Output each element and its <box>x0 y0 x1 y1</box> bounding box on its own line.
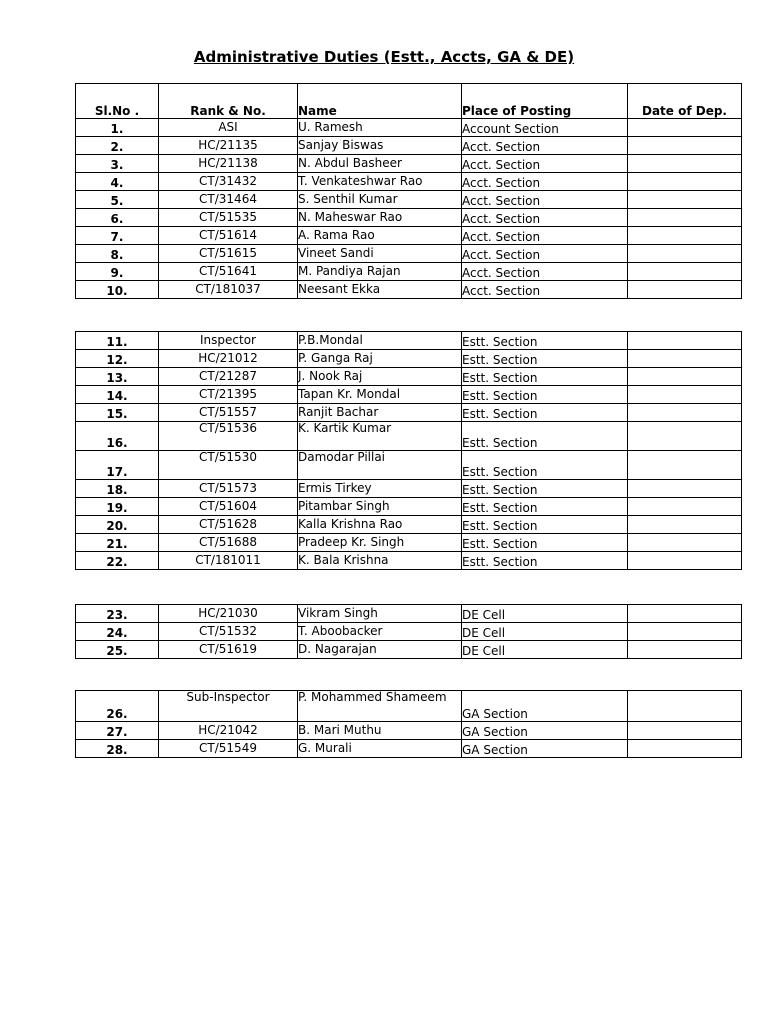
sl-no-cell: 9. <box>76 263 159 281</box>
name-cell: Pitambar Singh <box>298 498 462 516</box>
date-cell <box>628 137 742 155</box>
sl-no-cell: 24. <box>76 623 159 641</box>
table-row <box>76 209 742 227</box>
header-date: Date of Dep. <box>628 84 742 119</box>
place-cell: Estt. Section <box>462 332 628 350</box>
date-cell <box>628 227 742 245</box>
date-cell <box>628 623 742 641</box>
table-row <box>76 691 742 722</box>
rank-cell: Inspector <box>159 332 298 350</box>
date-cell <box>628 209 742 227</box>
place-cell: Acct. Section <box>462 173 628 191</box>
name-cell: N. Abdul Basheer <box>298 155 462 173</box>
establishment-rows <box>76 332 742 570</box>
rank-cell: HC/21138 <box>159 155 298 173</box>
name-cell: K. Kartik Kumar <box>298 422 462 451</box>
place-cell: Estt. Section <box>462 451 628 480</box>
name-cell: A. Rama Rao <box>298 227 462 245</box>
header-row <box>76 84 742 119</box>
sl-no-cell: 26. <box>76 691 159 722</box>
table-row <box>76 422 742 451</box>
rank-cell: CT/51615 <box>159 245 298 263</box>
date-cell <box>628 722 742 740</box>
table-row <box>76 155 742 173</box>
sl-no-cell: 23. <box>76 605 159 623</box>
table-row <box>76 119 742 137</box>
date-cell <box>628 386 742 404</box>
table-row <box>76 605 742 623</box>
ga-section-table <box>75 690 742 758</box>
de-cell-rows <box>76 605 742 659</box>
rank-cell: CT/51536 <box>159 422 298 451</box>
date-cell <box>628 191 742 209</box>
table-row <box>76 137 742 155</box>
rank-cell: HC/21030 <box>159 605 298 623</box>
rank-cell: CT/51573 <box>159 480 298 498</box>
rank-cell: CT/31464 <box>159 191 298 209</box>
table-row <box>76 623 742 641</box>
rank-cell: CT/51614 <box>159 227 298 245</box>
place-cell: Acct. Section <box>462 209 628 227</box>
establishment-table <box>75 331 742 570</box>
place-cell: Estt. Section <box>462 404 628 422</box>
rank-cell: CT/51619 <box>159 641 298 659</box>
rank-cell: CT/51530 <box>159 451 298 480</box>
place-cell: Estt. Section <box>462 534 628 552</box>
place-cell: Estt. Section <box>462 498 628 516</box>
rank-cell: CT/51535 <box>159 209 298 227</box>
sl-no-cell: 2. <box>76 137 159 155</box>
sl-no-cell: 7. <box>76 227 159 245</box>
header-rank: Rank & No. <box>159 84 298 119</box>
sl-no-cell: 25. <box>76 641 159 659</box>
sl-no-cell: 22. <box>76 552 159 570</box>
table-row <box>76 740 742 758</box>
place-cell: Estt. Section <box>462 480 628 498</box>
name-cell: Vikram Singh <box>298 605 462 623</box>
table-row <box>76 191 742 209</box>
date-cell <box>628 451 742 480</box>
date-cell <box>628 641 742 659</box>
place-cell: Acct. Section <box>462 245 628 263</box>
date-cell <box>628 740 742 758</box>
table-row <box>76 404 742 422</box>
sl-no-cell: 8. <box>76 245 159 263</box>
rank-cell: HC/21135 <box>159 137 298 155</box>
name-cell: Damodar Pillai <box>298 451 462 480</box>
sl-no-cell: 6. <box>76 209 159 227</box>
name-cell: N. Maheswar Rao <box>298 209 462 227</box>
sl-no-cell: 27. <box>76 722 159 740</box>
sl-no-cell: 17. <box>76 451 159 480</box>
sl-no-cell: 10. <box>76 281 159 299</box>
name-cell: T. Venkateshwar Rao <box>298 173 462 191</box>
date-cell <box>628 155 742 173</box>
sl-no-cell: 19. <box>76 498 159 516</box>
rank-cell: ASI <box>159 119 298 137</box>
table-row <box>76 451 742 480</box>
place-cell: Acct. Section <box>462 137 628 155</box>
sl-no-cell: 1. <box>76 119 159 137</box>
name-cell: B. Mari Muthu <box>298 722 462 740</box>
rank-cell: CT/21395 <box>159 386 298 404</box>
rank-cell: HC/21042 <box>159 722 298 740</box>
sl-no-cell: 20. <box>76 516 159 534</box>
date-cell <box>628 281 742 299</box>
name-cell: D. Nagarajan <box>298 641 462 659</box>
date-cell <box>628 516 742 534</box>
ga-section-rows <box>76 691 742 758</box>
place-cell: GA Section <box>462 691 628 722</box>
table-row <box>76 480 742 498</box>
rank-cell: CT/21287 <box>159 368 298 386</box>
sl-no-cell: 28. <box>76 740 159 758</box>
name-cell: J. Nook Raj <box>298 368 462 386</box>
sl-no-cell: 11. <box>76 332 159 350</box>
name-cell: P.B.Mondal <box>298 332 462 350</box>
sl-no-cell: 15. <box>76 404 159 422</box>
place-cell: Acct. Section <box>462 281 628 299</box>
place-cell: GA Section <box>462 740 628 758</box>
date-cell <box>628 263 742 281</box>
place-cell: Acct. Section <box>462 155 628 173</box>
place-cell: DE Cell <box>462 605 628 623</box>
rank-cell: CT/51557 <box>159 404 298 422</box>
date-cell <box>628 605 742 623</box>
name-cell: Kalla Krishna Rao <box>298 516 462 534</box>
table-row <box>76 534 742 552</box>
table-row <box>76 552 742 570</box>
rank-cell: CT/31432 <box>159 173 298 191</box>
name-cell: S. Senthil Kumar <box>298 191 462 209</box>
sl-no-cell: 16. <box>76 422 159 451</box>
rank-cell: CT/51532 <box>159 623 298 641</box>
table-row <box>76 498 742 516</box>
place-cell: DE Cell <box>462 623 628 641</box>
header-name: Name <box>298 84 462 119</box>
name-cell: Ranjit Bachar <box>298 404 462 422</box>
place-cell: DE Cell <box>462 641 628 659</box>
rank-cell: CT/51604 <box>159 498 298 516</box>
sl-no-cell: 18. <box>76 480 159 498</box>
table-row <box>76 245 742 263</box>
name-cell: Sanjay Biswas <box>298 137 462 155</box>
name-cell: P. Mohammed Shameem <box>298 691 462 722</box>
date-cell <box>628 350 742 368</box>
sl-no-cell: 5. <box>76 191 159 209</box>
de-cell-table <box>75 604 742 659</box>
name-cell: T. Aboobacker <box>298 623 462 641</box>
date-cell <box>628 691 742 722</box>
date-cell <box>628 332 742 350</box>
date-cell <box>628 404 742 422</box>
date-cell <box>628 119 742 137</box>
accounts-table <box>75 83 742 299</box>
place-cell: Acct. Section <box>462 227 628 245</box>
place-cell: Estt. Section <box>462 552 628 570</box>
table-row <box>76 368 742 386</box>
place-cell: GA Section <box>462 722 628 740</box>
accounts-rows <box>76 119 742 299</box>
date-cell <box>628 480 742 498</box>
place-cell: Account Section <box>462 119 628 137</box>
name-cell: G. Murali <box>298 740 462 758</box>
date-cell <box>628 173 742 191</box>
name-cell: U. Ramesh <box>298 119 462 137</box>
date-cell <box>628 498 742 516</box>
table-row <box>76 350 742 368</box>
sl-no-cell: 4. <box>76 173 159 191</box>
rank-cell: CT/51549 <box>159 740 298 758</box>
place-cell: Estt. Section <box>462 350 628 368</box>
name-cell: P. Ganga Raj <box>298 350 462 368</box>
name-cell: Ermis Tirkey <box>298 480 462 498</box>
header-sl-no: Sl.No . <box>76 84 159 119</box>
place-cell: Estt. Section <box>462 516 628 534</box>
name-cell: Tapan Kr. Mondal <box>298 386 462 404</box>
table-row <box>76 263 742 281</box>
place-cell: Estt. Section <box>462 386 628 404</box>
name-cell: Pradeep Kr. Singh <box>298 534 462 552</box>
table-row <box>76 227 742 245</box>
header-place: Place of Posting <box>462 84 628 119</box>
date-cell <box>628 422 742 451</box>
sl-no-cell: 13. <box>76 368 159 386</box>
sl-no-cell: 14. <box>76 386 159 404</box>
sl-no-cell: 12. <box>76 350 159 368</box>
date-cell <box>628 368 742 386</box>
date-cell <box>628 534 742 552</box>
rank-cell: CT/51688 <box>159 534 298 552</box>
table-row <box>76 516 742 534</box>
date-cell <box>628 245 742 263</box>
table-row <box>76 722 742 740</box>
document-title: Administrative Duties (Estt., Accts, GA & DE) <box>193 48 575 66</box>
place-cell: Acct. Section <box>462 191 628 209</box>
date-cell <box>628 552 742 570</box>
name-cell: Vineet Sandi <box>298 245 462 263</box>
name-cell: Neesant Ekka <box>298 281 462 299</box>
place-cell: Acct. Section <box>462 263 628 281</box>
rank-cell: CT/181037 <box>159 281 298 299</box>
table-row <box>76 386 742 404</box>
table-row <box>76 173 742 191</box>
table-row <box>76 281 742 299</box>
table-row <box>76 332 742 350</box>
name-cell: M. Pandiya Rajan <box>298 263 462 281</box>
rank-cell: Sub-Inspector <box>159 691 298 722</box>
name-cell: K. Bala Krishna <box>298 552 462 570</box>
rank-cell: HC/21012 <box>159 350 298 368</box>
rank-cell: CT/51628 <box>159 516 298 534</box>
place-cell: Estt. Section <box>462 368 628 386</box>
sl-no-cell: 3. <box>76 155 159 173</box>
table-row <box>76 641 742 659</box>
place-cell: Estt. Section <box>462 422 628 451</box>
rank-cell: CT/181011 <box>159 552 298 570</box>
sl-no-cell: 21. <box>76 534 159 552</box>
rank-cell: CT/51641 <box>159 263 298 281</box>
